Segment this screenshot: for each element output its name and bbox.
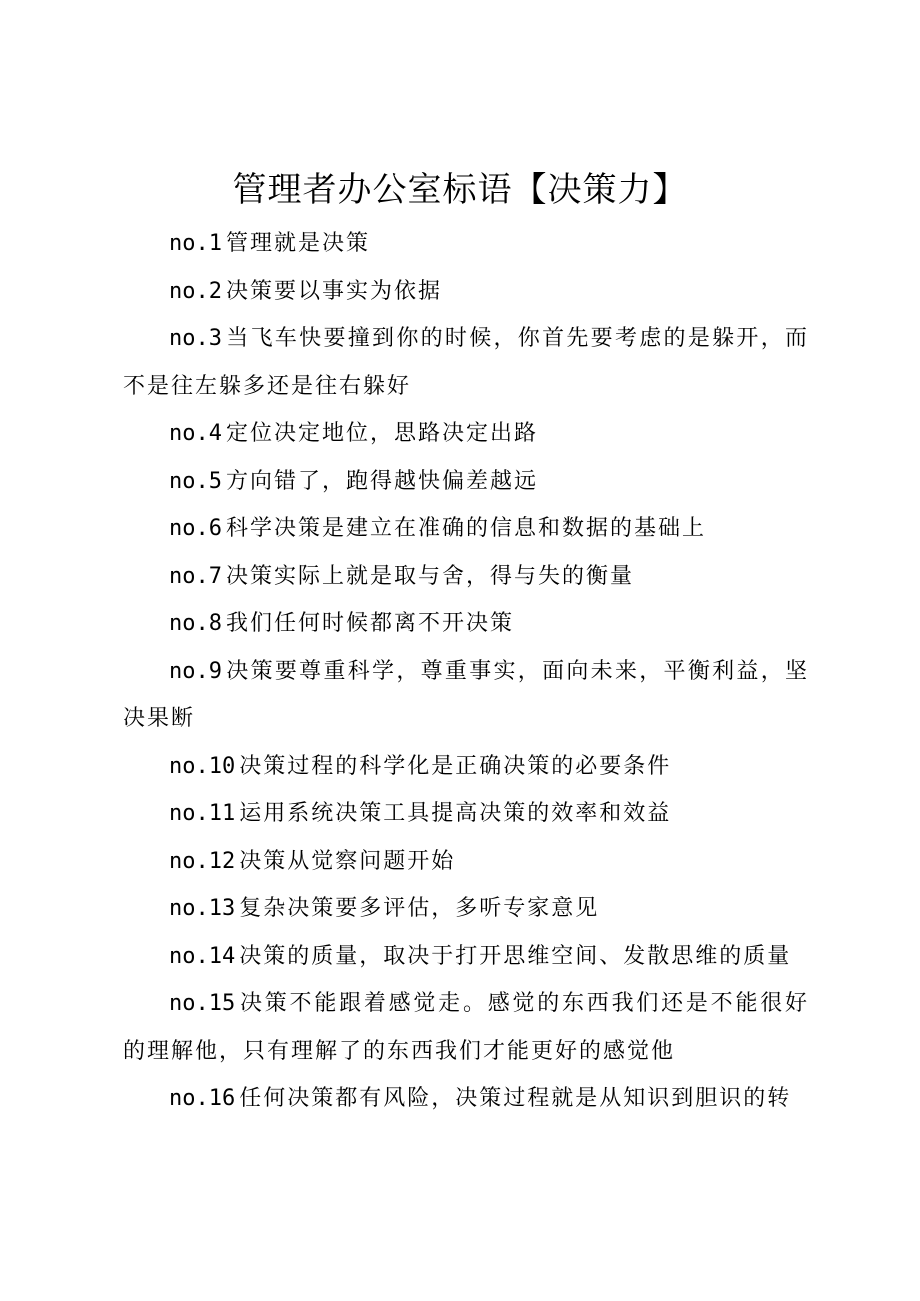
slogan-number: no.5 [169, 468, 222, 494]
slogan-number: no.8 [169, 611, 222, 636]
slogan-item-5 [123, 458, 809, 506]
slogan-number: no.11 [169, 801, 236, 826]
slogan-number: no.12 [169, 848, 236, 874]
document-title: 管理者办公室标语【决策力】 [232, 170, 688, 210]
slogan-text: 方向错了，跑得越快偏差越远 [225, 468, 538, 494]
slogan-text: 决策要尊重科学，尊重事实，面向未来，平衡利益，坚决果断 [123, 658, 809, 731]
slogan-item-10 [123, 743, 809, 791]
slogan-text: 复杂决策要多评估，多听专家意见 [239, 896, 600, 921]
slogan-item-12 [123, 838, 809, 886]
slogan-number: no.10 [169, 753, 236, 779]
slogan-item-7 [123, 553, 809, 601]
slogan-item-14 [123, 933, 809, 981]
slogan-item-6 [123, 505, 809, 553]
slogan-list [123, 220, 809, 1123]
slogan-item-15 [123, 980, 809, 1075]
slogan-text: 决策从觉察问题开始 [239, 848, 456, 874]
slogan-text: 决策过程的科学化是正确决策的必要条件 [239, 753, 672, 779]
slogan-number: no.2 [169, 278, 222, 304]
slogan-number: no.15 [169, 991, 236, 1016]
slogan-text: 运用系统决策工具提高决策的效率和效益 [239, 801, 672, 826]
slogan-item-13 [123, 885, 809, 933]
slogan-text: 决策实际上就是取与舍，得与失的衡量 [225, 563, 634, 589]
slogan-text: 决策不能跟着感觉走。感觉的东西我们还是不能很好的理解他，只有理解了的东西我们才能更好的感觉他 [123, 991, 809, 1064]
slogan-number: no.13 [169, 896, 236, 921]
slogan-item-3 [123, 315, 809, 410]
slogan-text: 任何决策都有风险，决策过程就是从知识到胆识的转 [239, 1086, 792, 1111]
slogan-number: no.6 [169, 516, 222, 541]
slogan-item-2 [123, 268, 809, 316]
slogan-number: no.9 [169, 658, 222, 684]
slogan-item-4 [123, 410, 809, 458]
slogan-item-11 [123, 790, 809, 838]
slogan-item-8 [123, 600, 809, 648]
slogan-text: 科学决策是建立在准确的信息和数据的基础上 [225, 516, 706, 541]
slogan-item-1 [123, 220, 809, 268]
slogan-number: no.1 [169, 231, 222, 256]
slogan-item-9 [123, 648, 809, 743]
slogan-text: 当飞车快要撞到你的时候，你首先要考虑的是躲开，而不是往左躲多还是往右躲好 [123, 326, 809, 399]
slogan-number: no.7 [169, 563, 222, 589]
slogan-text: 决策的质量，取决于打开思维空间、发散思维的质量 [239, 943, 792, 969]
slogan-text: 我们任何时候都离不开决策 [225, 611, 514, 636]
slogan-number: no.4 [169, 421, 222, 446]
slogan-item-16 [123, 1075, 809, 1123]
slogan-number: no.3 [169, 326, 222, 351]
slogan-text: 定位决定地位，思路决定出路 [225, 421, 538, 446]
slogan-number: no.16 [169, 1086, 236, 1111]
slogan-text: 管理就是决策 [225, 231, 370, 256]
slogan-text: 决策要以事实为依据 [225, 278, 442, 304]
slogan-number: no.14 [169, 943, 236, 969]
